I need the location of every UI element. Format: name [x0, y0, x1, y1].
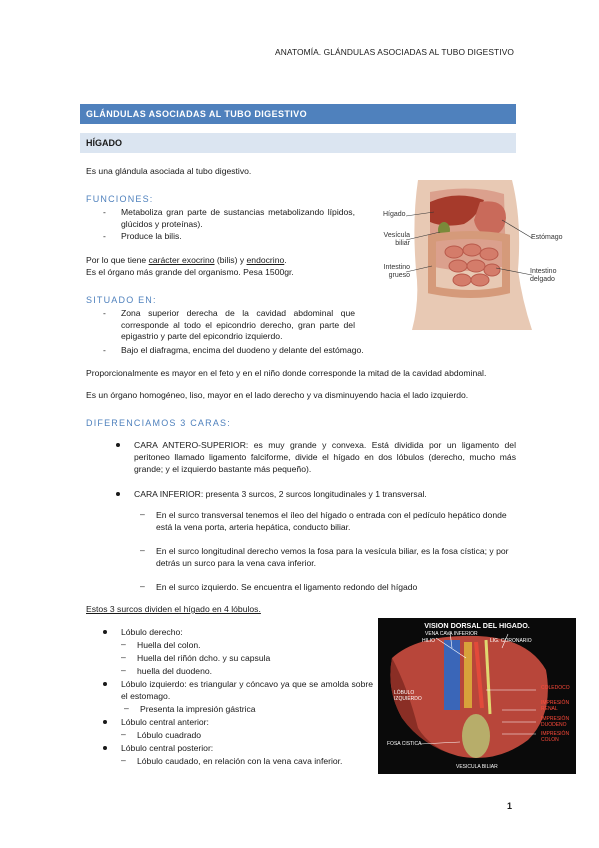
dash-marker: – — [121, 729, 126, 739]
label-higado: Hígado — [383, 211, 406, 218]
caras-item-text: CARA ANTERO-SUPERIOR: es muy grande y convexa. Está dividida por un ligamento del peritoneo llamado ligamento falciforme, divide el hígado en dos lóbulos (derecho, mucho más grande; y el izquierdo bastante más pequeño). — [134, 440, 516, 474]
bullet-dot — [103, 630, 107, 634]
lobulo-sub-text: Huella del riñón dcho. y su capsula — [137, 653, 271, 663]
dash-marker: – — [121, 652, 126, 662]
label-vesicula-biliar: VESICULA BILIAR — [456, 764, 498, 770]
lobulo-sub-text: huella del duodeno. — [137, 666, 213, 676]
lobulos-heading — [86, 604, 261, 616]
page-number: 1 — [507, 801, 513, 811]
label-impresion-duodeno: IMPRESIÓN DUODENO — [541, 716, 570, 728]
lobulo-label: Lóbulo izquierdo: es triangular y cóncavo ya que se amolda sobre el estomago. — [121, 679, 373, 701]
lobulo-sub-text: Lóbulo cuadrado — [137, 730, 202, 740]
organo-text: Es el órgano más grande del organismo. Pesa 1500gr. — [86, 267, 294, 277]
situado-item-text: Bajo el diafragma, encima del duodeno y delante del estómago. — [121, 345, 364, 355]
label-impresion-colon: IMPRESIÓN COLON — [541, 731, 570, 743]
lobulo-label: Lóbulo central posterior: — [121, 743, 214, 753]
lobulo-sub — [121, 729, 371, 741]
lobulo-sub — [121, 755, 381, 767]
label-lobulo-izquierdo: LÓBULO IZQUIERDO — [394, 690, 422, 702]
bullet-dot — [116, 443, 120, 447]
caracter-text — [86, 255, 287, 267]
abdomen-anatomy-figure — [372, 180, 572, 330]
surco-item-text: En el surco transversal tenemos el íleo del hígado o entrada con el pedículo hepático donde está la vena porta, arteria hepática, conducto biliar. — [156, 510, 507, 532]
funciones-item — [103, 231, 355, 243]
lobulo-sub-text: Presenta la impresión gástrica — [140, 704, 256, 714]
lobulos-heading-text: Estos 3 surcos dividen el hígado en 4 lóbulos. — [86, 604, 261, 614]
funciones-item — [103, 207, 355, 231]
intro-text: Es una glándula asociada al tubo digestivo. — [86, 166, 252, 176]
dash-marker: - — [103, 308, 106, 318]
label-vesicula: Vesícula biliar — [383, 232, 410, 247]
dash-marker: – — [124, 703, 129, 713]
situado-heading: SITUADO EN: — [86, 295, 157, 305]
funciones-heading: FUNCIONES: — [86, 194, 154, 204]
label-intestino-grueso: Intestino grueso — [383, 264, 410, 279]
proporcion-text: Proporcionalmente es mayor en el feto y en el niño donde corresponde la mitad de la cavidad abdominal. — [86, 368, 487, 378]
lobulo-sub — [121, 652, 371, 664]
caras-item-text: CARA INFERIOR: presenta 3 surcos, 2 surcos longitudinales y 1 transversal. — [134, 489, 427, 499]
running-header: ANATOMÍA. GLÁNDULAS ASOCIADAS AL TUBO DIGESTIVO — [275, 47, 514, 57]
funciones-item-text: Metaboliza gran parte de sustancias metabolizando lípidos, glúcidos y proteínas). — [121, 207, 355, 229]
lobulo-item — [103, 626, 373, 638]
dash-marker: - — [103, 345, 106, 355]
label-estomago: Estómago — [531, 234, 563, 241]
dash-marker: - — [103, 207, 106, 217]
caras-heading: DIFERENCIAMOS 3 CARAS: — [86, 418, 231, 428]
lobulo-item — [103, 742, 373, 754]
caracter-middle: (bilis) y — [214, 255, 247, 265]
chapter-banner: GLÁNDULAS ASOCIADAS AL TUBO DIGESTIVO — [80, 104, 516, 124]
label-coledoco: COLEDOCO — [541, 685, 570, 691]
dash-marker: – — [121, 755, 126, 765]
bullet-dot — [116, 492, 120, 496]
dash-marker: – — [140, 545, 145, 555]
bullet-dot — [103, 746, 107, 750]
lobulo-item — [103, 678, 373, 702]
dash-marker: - — [103, 231, 106, 241]
surco-item — [140, 509, 516, 533]
lobulo-sub — [121, 639, 371, 651]
situado-item — [103, 308, 355, 344]
lobulo-sub-text: Huella del colon. — [137, 640, 201, 650]
situado-item — [103, 345, 403, 357]
figure2-title: VISION DORSAL DEL HIGADO. — [424, 621, 530, 630]
caras-item — [116, 488, 516, 500]
lobulo-item — [103, 716, 373, 728]
funciones-item-text: Produce la bilis. — [121, 231, 182, 241]
lobulo-sub — [121, 665, 371, 677]
section-banner: HÍGADO — [80, 133, 516, 153]
lobulo-label: Lóbulo central anterior: — [121, 717, 209, 727]
surco-item — [140, 581, 516, 593]
dash-marker: – — [121, 665, 126, 675]
label-lig-coronario: LIG. CORONARIO — [490, 638, 532, 644]
label-vena-cava: VENA CAVA INFERIOR — [425, 631, 478, 637]
caracter-endocrino-link: endocrino — [246, 255, 285, 265]
surco-item-text: En el surco izquierdo. Se encuentra el ligamento redondo del hígado — [156, 582, 418, 592]
dash-marker: – — [140, 581, 145, 591]
surco-item-text: En el surco longitudinal derecho vemos la fosa para la vesícula biliar, es la fosa cística; y por detrás un surco para la vena cava inferior. — [156, 546, 509, 568]
lobulo-sub-text: Lóbulo caudado, en relación con la vena cava inferior. — [137, 756, 343, 766]
bullet-dot — [103, 682, 107, 686]
label-intestino-delgado: Intestino delgado — [530, 268, 557, 283]
homogeneo-text: Es un órgano homogéneo, liso, mayor en el lado derecho y va disminuyendo hacia el lado izquierdo. — [86, 390, 469, 400]
situado-item-text: Zona superior derecha de la cavidad abdominal que corresponde al todo el epicondrio derecho, gran parte del epigastrio y parte del epicondrio izquierdo. — [121, 308, 355, 341]
caracter-prefix: Por lo que tiene — [86, 255, 149, 265]
lobulo-sub — [124, 703, 374, 715]
surco-item — [140, 545, 516, 569]
bullet-dot — [103, 720, 107, 724]
label-impresion-renal: IMPRESIÓN RENAL — [541, 700, 570, 712]
label-fosa-cistica: FOSA CISTICA — [387, 741, 422, 747]
caracter-exocrino-link: carácter exocrino — [148, 255, 215, 265]
caras-item — [116, 439, 516, 477]
caracter-suffix: . — [284, 255, 287, 265]
dash-marker: – — [140, 509, 145, 519]
label-hilio: HILIO — [422, 638, 436, 644]
dash-marker: – — [121, 639, 126, 649]
lobulo-label: Lóbulo derecho: — [121, 627, 183, 637]
